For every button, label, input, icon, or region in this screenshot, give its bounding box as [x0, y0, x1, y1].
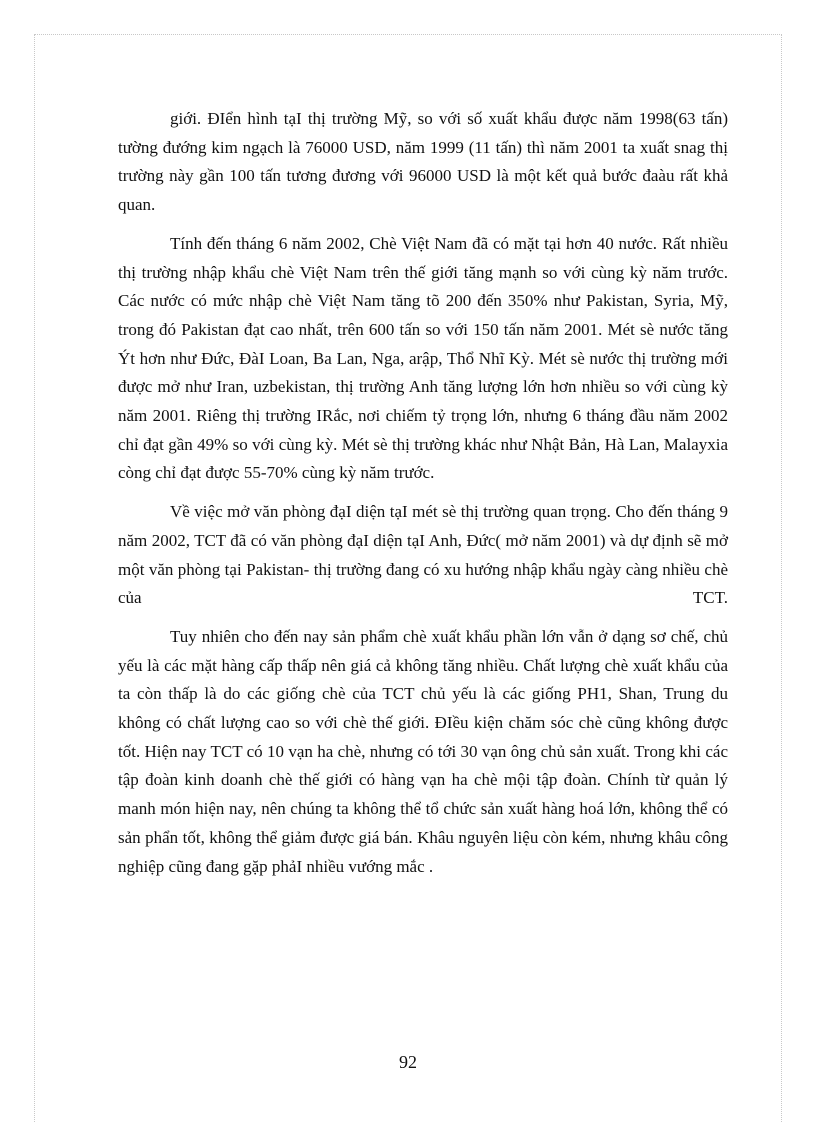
paragraph-3: Về việc mở văn phòng đạI diện tạI mét sè thị trường quan trọng. Cho đến tháng 9 năm 2002, TCT đã có văn phòng đạI diện tạI Anh, Đức( mở năm 2001) và dự định sẽ mở một văn phòng tại Pakistan- thị trường đang có xu hướng nhập khẩu ngày càng nhiều chè của TCT. — [118, 502, 728, 608]
document-body — [118, 105, 728, 891]
paragraph-4: Tuy nhiên cho đến nay sản phẩm chè xuất khẩu phần lớn vẫn ở dạng sơ chế, chủ yếu là các mặt hàng cấp thấp nên giá cả không tăng nhiều. Chất lượng chè xuất khẩu của ta còn thấp là do các giống chè của TCT chủ yếu là các giống PH1, Shan, Trung du không có chất lượng cao so với chè thế giới. ĐIều kiện chăm sóc chè cũng không được tốt. Hiện nay TCT có 10 vạn ha chè, nhưng có tới 30 vạn ông chủ sản xuất. Trong khi các tập đoàn kinh doanh chè thế giới có hàng vạn ha chè mội tập đoàn. Chính từ quản lý manh món hiện nay, nên chúng ta không thể tổ chức sản xuất hàng hoá lớn, không thể có sản phẩn tốt, không thể giảm được giá bán. Khâu nguyên liệu còn kém, nhưng khâu công nghiệp cũng đang gặp phảI nhiều vướng mắc . — [118, 626, 728, 876]
paragraph-1: giới. ĐIển hình tạI thị trường Mỹ, so với số xuất khẩu được năm 1998(63 tấn) tường đướng kim ngạch là 76000 USD, năm 1999 (11 tấn) thì năm 2001 ta xuất snag thị trường này gần 100 tấn tương đương với 96000 USD là một kết quả bước đaàu rất khả quan. — [118, 109, 728, 215]
paragraph-2: Tính đến tháng 6 năm 2002, Chè Việt Nam đã có mặt tại hơn 40 nước. Rất nhiều thị trường nhập khẩu chè Việt Nam trên thế giới tăng mạnh so với cùng kỳ năm trước. Các nước có mức nhập chè Việt Nam tăng tõ 200 đến 350% như Pakistan, Syria, Mỹ, trong đó Pakistan đạt cao nhất, trên 600 tấn so với 150 tấn năm 2001. Mét sè nước tăng Ýt hơn như Đức, ĐàI Loan, Ba Lan, Nga, arập, Thổ Nhĩ Kỳ. Mét sè nước thị trường mới được mở như Iran, uzbekistan, thị trường Anh tăng lượng lớn hơn nhiều so với cùng kỳ năm 2001. Riêng thị trường IRắc, nơi chiếm tỷ trọng lớn, nhưng 6 tháng đầu năm 2002 chỉ đạt gần 49% so với cùng kỳ. Mét sè thị trường khác như Nhật Bản, Hà Lan, Malayxia còng chỉ đạt được 55-70% cùng kỳ năm trước. — [118, 233, 728, 483]
page-number: 92 — [399, 1052, 417, 1072]
